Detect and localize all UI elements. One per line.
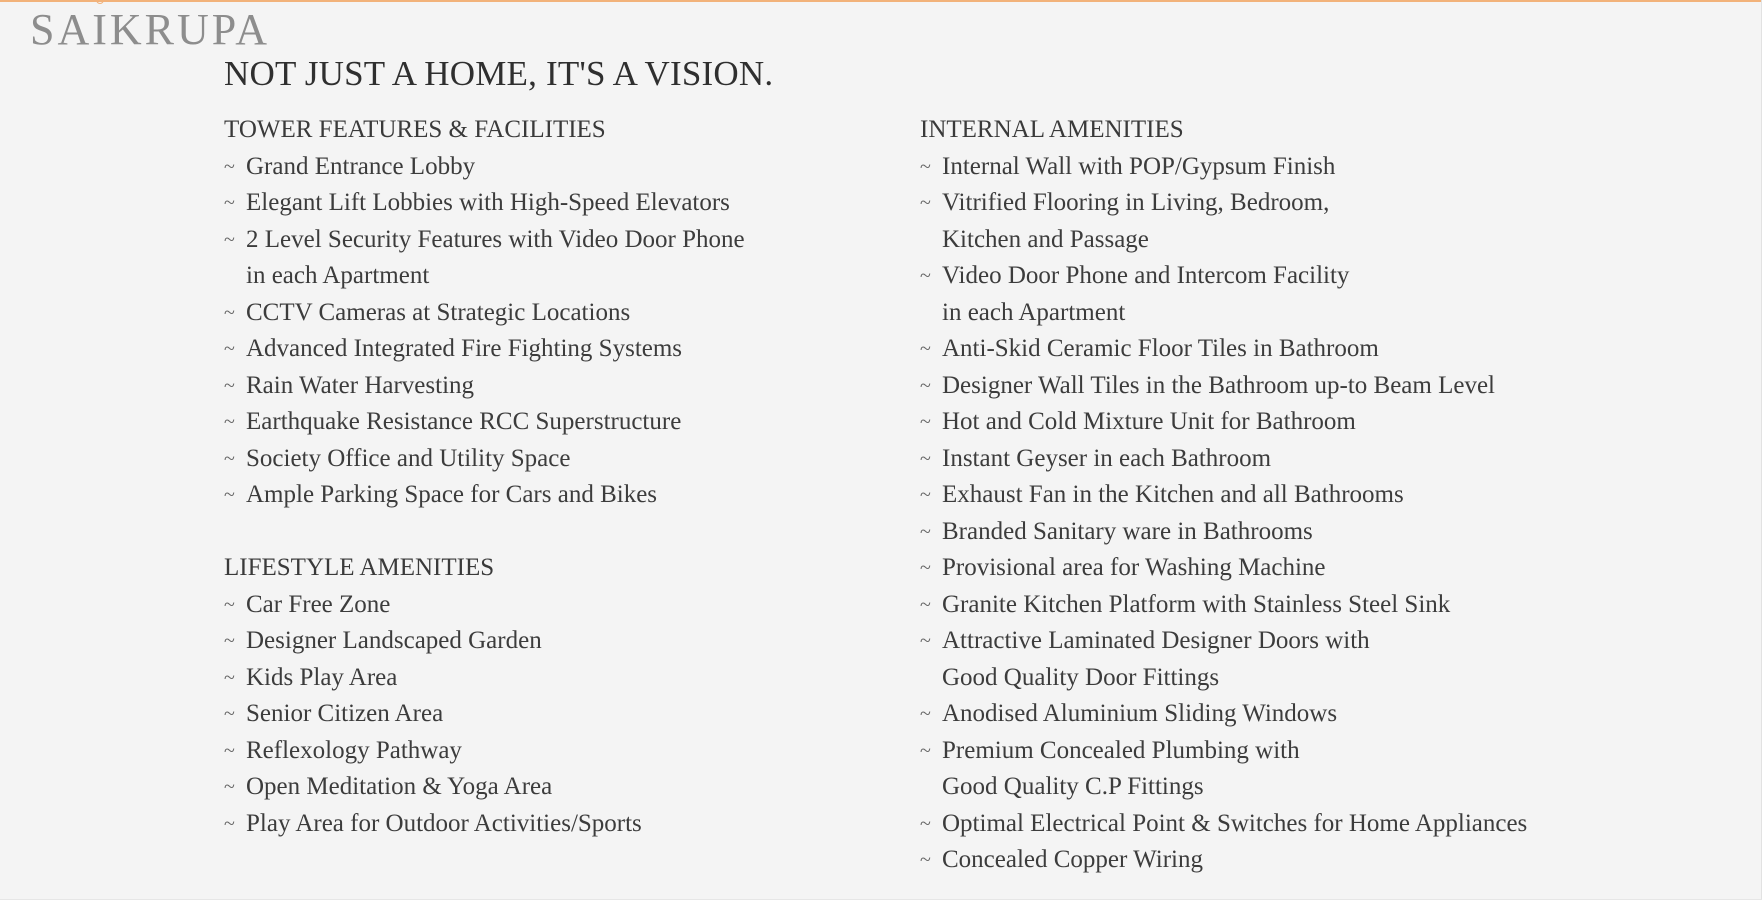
tilde-bullet-icon: ~ <box>920 265 931 287</box>
right-column <box>920 112 1527 879</box>
list-item <box>920 587 1527 624</box>
tilde-bullet-icon: ~ <box>920 411 931 433</box>
tilde-bullet-icon: ~ <box>224 776 235 798</box>
tilde-bullet-icon: ~ <box>920 739 931 762</box>
list-item <box>224 696 745 733</box>
lifestyle-amenities-list <box>224 587 745 843</box>
list-item-text: Rain Water Harvesting <box>246 371 475 399</box>
tilde-bullet-icon: ~ <box>920 557 931 579</box>
brand-logo: SAIKRUPA <box>30 5 271 54</box>
list-item-text: Senior Citizen Area <box>246 700 444 727</box>
list-item-text: CCTV Cameras at Strategic Locations <box>246 298 631 326</box>
list-item <box>224 295 745 332</box>
tilde-bullet-icon: ~ <box>224 192 235 214</box>
list-item-text: Anti-Skid Ceramic Floor Tiles in Bathroom <box>942 335 1379 362</box>
list-item <box>920 806 1527 843</box>
list-item-text: Exhaust Fan in the Kitchen and all Bathrooms <box>942 481 1404 508</box>
tower-features-list <box>224 149 745 514</box>
list-item-text: 2 Level Security Features with Video Door Phone <box>246 225 745 253</box>
list-item <box>224 404 745 441</box>
list-item <box>920 842 1527 879</box>
internal-amenities-list <box>920 149 1527 879</box>
list-item-text: Concealed Copper Wiring <box>942 846 1203 873</box>
list-item <box>224 660 745 697</box>
list-item <box>920 368 1527 405</box>
list-item-text: Internal Wall with POP/Gypsum Finish <box>942 152 1336 180</box>
list-item <box>920 733 1527 806</box>
list-item <box>224 477 745 514</box>
tilde-bullet-icon: ~ <box>920 812 931 835</box>
list-item-text: Designer Landscaped Garden <box>246 627 542 654</box>
list-item <box>920 696 1527 733</box>
tilde-bullet-icon: ~ <box>920 849 931 871</box>
tilde-bullet-icon: ~ <box>224 630 235 652</box>
list-item-text: Earthquake Resistance RCC Superstructure <box>246 408 682 435</box>
list-item-text: Anodised Aluminium Sliding Windows <box>942 700 1338 727</box>
list-item <box>224 331 745 368</box>
list-item <box>920 331 1527 368</box>
tilde-bullet-icon: ~ <box>224 703 235 725</box>
tilde-bullet-icon: ~ <box>920 630 931 652</box>
tilde-bullet-icon: ~ <box>224 374 235 397</box>
page-title: NOT JUST A HOME, IT'S A VISION. <box>224 54 774 93</box>
list-item <box>920 623 1527 696</box>
list-item <box>224 587 745 624</box>
list-item <box>224 733 745 770</box>
tilde-bullet-icon: ~ <box>224 484 235 506</box>
list-item <box>920 477 1527 514</box>
tilde-bullet-icon: ~ <box>224 301 235 324</box>
section-heading-internal: INTERNAL AMENITIES <box>920 116 1184 143</box>
tilde-bullet-icon: ~ <box>224 812 235 835</box>
tilde-bullet-icon: ~ <box>920 484 931 506</box>
list-item-text: Hot and Cold Mixture Unit for Bathroom <box>942 408 1356 435</box>
list-item-text: Car Free Zone <box>246 590 391 618</box>
list-item-text: Ample Parking Space for Cars and Bikes <box>246 481 658 508</box>
list-item <box>224 149 745 186</box>
tilde-bullet-icon: ~ <box>224 666 235 689</box>
list-item <box>920 149 1527 186</box>
list-item <box>920 404 1527 441</box>
section-heading-lifestyle: LIFESTYLE AMENITIES <box>224 554 495 581</box>
tilde-bullet-icon: ~ <box>224 411 235 433</box>
list-item <box>920 514 1527 551</box>
tilde-bullet-icon: ~ <box>920 155 931 178</box>
list-item-text: Designer Wall Tiles in the Bathroom up-to Beam Level <box>942 371 1496 399</box>
list-item-text: in each Apartment <box>246 262 430 289</box>
list-item <box>224 222 745 295</box>
list-item-text: Kitchen and Passage <box>942 225 1149 253</box>
list-item-text: Provisional area for Washing Machine <box>942 554 1326 581</box>
section-heading-tower: TOWER FEATURES & FACILITIES <box>224 116 606 143</box>
tilde-bullet-icon: ~ <box>224 228 235 251</box>
list-item-text: Good Quality Door Fittings <box>942 663 1220 691</box>
tilde-bullet-icon: ~ <box>920 374 931 397</box>
tilde-bullet-icon: ~ <box>224 447 235 470</box>
list-item-text: Optimal Electrical Point & Switches for Home Appliances <box>942 809 1528 837</box>
list-item-text: Vitrified Flooring in Living, Bedroom, <box>942 189 1330 216</box>
list-item-text: Attractive Laminated Designer Doors with <box>942 627 1370 654</box>
tilde-bullet-icon: ~ <box>224 593 235 616</box>
list-item-text: Advanced Integrated Fire Fighting Systems <box>246 335 683 362</box>
list-item <box>920 441 1527 478</box>
list-item <box>224 806 745 843</box>
list-item <box>224 441 745 478</box>
tilde-bullet-icon: ~ <box>920 447 931 470</box>
list-item <box>920 258 1527 331</box>
list-item-text: Kids Play Area <box>246 663 398 691</box>
tilde-bullet-icon: ~ <box>920 593 931 616</box>
left-column <box>224 112 745 842</box>
top-accent-line <box>0 0 1762 2</box>
list-item-text: Good Quality C.P Fittings <box>942 773 1204 800</box>
tilde-bullet-icon: ~ <box>920 338 931 360</box>
list-item-text: Reflexology Pathway <box>246 736 462 764</box>
list-item <box>920 185 1527 258</box>
list-item-text: Video Door Phone and Intercom Facility <box>942 262 1350 289</box>
list-item <box>920 550 1527 587</box>
list-item <box>224 769 745 806</box>
list-item-text: Premium Concealed Plumbing with <box>942 736 1300 764</box>
list-item-text: Play Area for Outdoor Activities/Sports <box>246 809 642 837</box>
tilde-bullet-icon: ~ <box>920 192 931 214</box>
list-item-text: Open Meditation & Yoga Area <box>246 773 553 800</box>
tilde-bullet-icon: ~ <box>224 739 235 762</box>
section-spacer <box>224 514 745 551</box>
tilde-bullet-icon: ~ <box>224 338 235 360</box>
tilde-bullet-icon: ~ <box>920 703 931 725</box>
list-item <box>224 185 745 222</box>
list-item-text: Elegant Lift Lobbies with High-Speed Elevators <box>246 189 730 216</box>
list-item-text: in each Apartment <box>942 298 1126 326</box>
list-item-text: Granite Kitchen Platform with Stainless Steel Sink <box>942 590 1451 618</box>
tilde-bullet-icon: ~ <box>224 155 235 178</box>
list-item <box>224 623 745 660</box>
list-item-text: Instant Geyser in each Bathroom <box>942 444 1272 472</box>
list-item-text: Branded Sanitary ware in Bathrooms <box>942 517 1313 545</box>
list-item-text: Society Office and Utility Space <box>246 444 571 472</box>
list-item <box>224 368 745 405</box>
list-item-text: Grand Entrance Lobby <box>246 152 476 180</box>
tilde-bullet-icon: ~ <box>920 520 931 543</box>
